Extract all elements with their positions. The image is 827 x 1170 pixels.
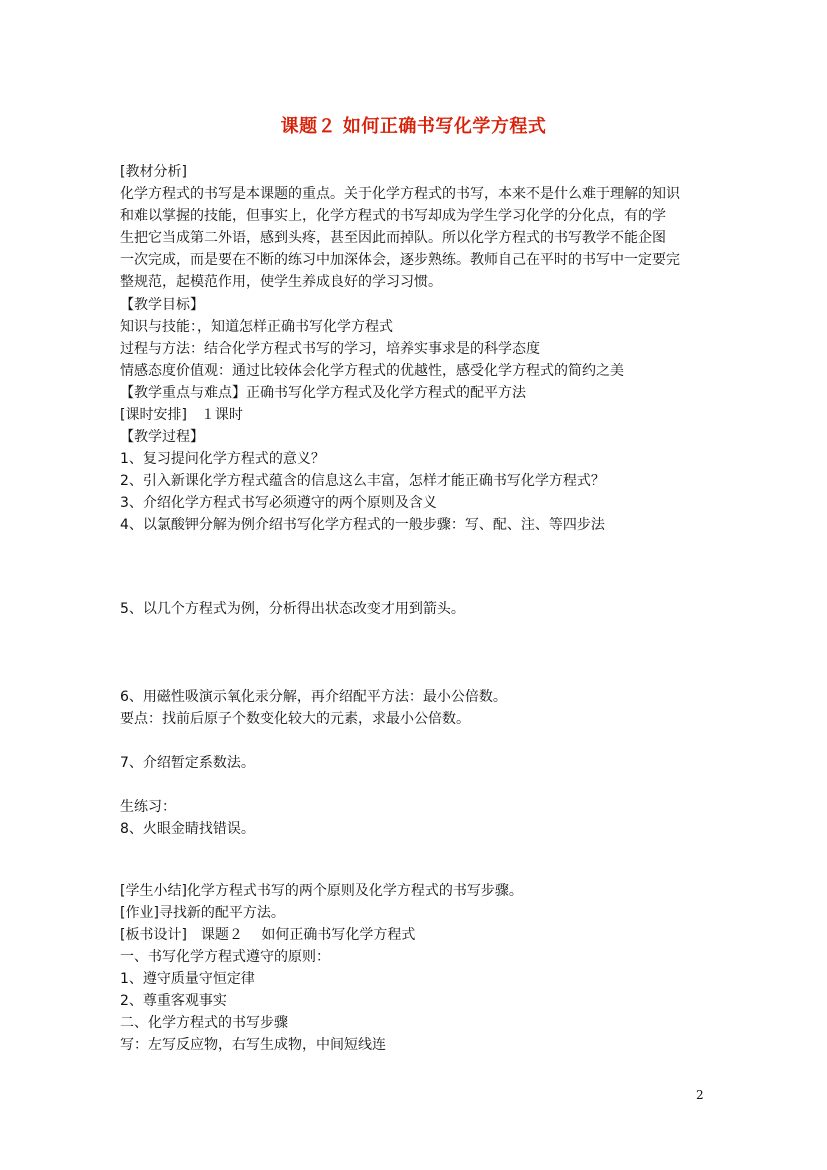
step-3: 3、介绍化学方程式书写必须遵守的两个原则及含义 bbox=[120, 495, 437, 511]
key-points: 【教学重点与难点】正确书写化学方程式及化学方程式的配平方法 bbox=[120, 385, 526, 401]
board-step-write: 写：左写反应物，右写生成物，中间短线连 bbox=[120, 1037, 386, 1053]
analysis-line: 一次完成，而是要在不断的练习中加深体会，逐步熟练。教师自己在平时的书写中一定要完 bbox=[120, 252, 680, 268]
objectives-heading: 【教学目标】 bbox=[120, 297, 204, 313]
process-heading: 【教学过程】 bbox=[120, 429, 204, 445]
analysis-paragraph bbox=[120, 183, 710, 293]
key-note: 要点：找前后原子个数变化较大的元素，求最小公倍数。 bbox=[120, 711, 470, 727]
board-principle-2: 2、尊重客观事实 bbox=[120, 993, 227, 1009]
analysis-line: 生把它当成第二外语，感到头疼，甚至因此而掉队。所以化学方程式的书写教学不能企图 bbox=[120, 230, 666, 246]
objective-emotion: 情感态度价值观：通过比较体会化学方程式的优越性，感受化学方程式的简约之美 bbox=[120, 363, 624, 379]
step-1: 1、复习提问化学方程式的意义？ bbox=[120, 451, 325, 467]
step-8: 8、火眼金睛找错误。 bbox=[120, 821, 255, 837]
board-principles-heading: 一、书写化学方程式遵守的原则： bbox=[120, 949, 330, 965]
board-design: [板书设计] 课题２ 如何正确书写化学方程式 bbox=[120, 927, 416, 943]
analysis-line: 整规范，起模范作用，使学生养成良好的学习习惯。 bbox=[120, 274, 442, 290]
practice-label: 生练习： bbox=[120, 799, 176, 815]
board-steps-heading: 二、化学方程式的书写步骤 bbox=[120, 1015, 288, 1031]
step-5: 5、以几个方程式为例，分析得出状态改变才用到箭头。 bbox=[120, 601, 465, 617]
summary: [学生小结]化学方程式书写的两个原则及化学方程式的书写步骤。 bbox=[120, 883, 523, 899]
step-4: 4、以氯酸钾分解为例介绍书写化学方程式的一般步骤：写、配、注、等四步法 bbox=[120, 517, 605, 533]
homework: [作业]寻找新的配平方法。 bbox=[120, 905, 285, 921]
analysis-line: 化学方程式的书写是本课题的重点。关于化学方程式的书写，本来不是什么难于理解的知识 bbox=[120, 186, 680, 202]
schedule: [课时安排] １课时 bbox=[120, 407, 243, 423]
page-number: 2 bbox=[696, 1088, 704, 1102]
page-title: 课题２ 如何正确书写化学方程式 bbox=[280, 116, 547, 137]
objective-process: 过程与方法：结合化学方程式书写的学习，培养实事求是的科学态度 bbox=[120, 341, 540, 357]
objective-knowledge: 知识与技能：，知道怎样正确书写化学方程式 bbox=[120, 319, 393, 335]
analysis-line: 和难以掌握的技能，但事实上，化学方程式的书写却成为学生学习化学的分化点，有的学 bbox=[120, 208, 666, 224]
analysis-heading: [教材分析] bbox=[120, 164, 187, 180]
step-7: 7、介绍暂定系数法。 bbox=[120, 755, 255, 771]
step-6: 6、用磁性吸演示氧化汞分解，再介绍配平方法：最小公倍数。 bbox=[120, 689, 507, 705]
step-2: 2、引入新课化学方程式蕴含的信息这么丰富，怎样才能正确书写化学方程式？ bbox=[120, 473, 605, 489]
board-principle-1: 1、遵守质量守恒定律 bbox=[120, 971, 255, 987]
